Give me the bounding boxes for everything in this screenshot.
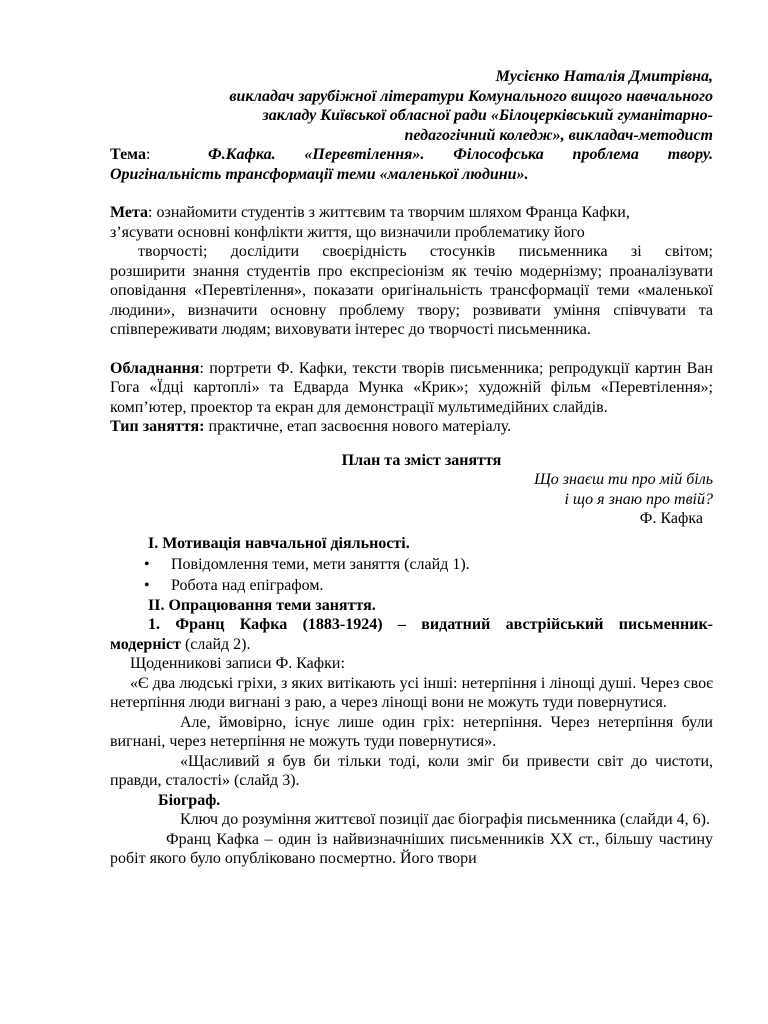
item-1-slide: (слайд 2). [180, 635, 251, 653]
bullet-icon: • [144, 555, 150, 573]
quote-1: «Є два людські гріхи, з яких витікають усі інші: нетерпіння і лінощі душі. Через своє нетерпіння люди вигнані з раю, а через лінощі вони не можуть туди повернутися. [110, 674, 713, 711]
list-item [110, 554, 713, 575]
section-2-title: ІІ. Опрацювання теми заняття. [148, 596, 376, 614]
list-item [110, 575, 713, 596]
goal-label: Мета [110, 204, 149, 221]
list-item-text: Робота над епіграфом. [171, 576, 324, 594]
goal-line-2: з’ясувати основні конфлікти життя, що визначили проблематику його [110, 223, 585, 241]
equipment-block [110, 359, 713, 418]
author-position-line: педагогічний коледж», викладач-методист [404, 126, 713, 144]
author-position-line: закладу Київської обласної ради «Білоцерківський гуманітарно- [262, 107, 713, 124]
lesson-type-block [110, 417, 713, 437]
topic-block: Тема: Ф.Кафка. «Перевтілення». Філософська проблема твору. Оригінальність трансформації теми «маленької людини». [110, 146, 713, 183]
topic-label: Тема [110, 146, 146, 163]
item-1-heading-end: модерніст [110, 635, 181, 653]
goal-block [110, 203, 713, 340]
section-study [110, 596, 713, 869]
bio-paragraph-1: Ключ до розуміння життєвої позиції дає біографія письменника (слайди 4, 6). [180, 811, 710, 828]
diary-intro: Щоденникові записи Ф. Кафки: [130, 655, 345, 672]
lesson-type-label: Тип заняття: [110, 418, 205, 435]
list-item-text: Повідомлення теми, мети заняття (слайд 1). [171, 555, 470, 573]
equipment-label: Обладнання [110, 359, 200, 377]
equipment-text: : портрети Ф. Кафки, тексти творів письменника; репродукції картин Ван Гога «Їдці картоплі» та Едварда Мунка «Крик»; художній фільм «Перевтілення»; комп’ютер, проектор та екран для демонстрації мультимедійних слайдів. [110, 359, 713, 416]
plan-title: План та зміст заняття [341, 451, 502, 469]
epigraph-line-2: і що я знаю про твій? [564, 490, 713, 508]
author-name: Мусієнко Наталія Дмитрівна, [495, 68, 713, 85]
author-block [110, 67, 713, 145]
epigraph-line-1: Що знаєш ти про мій біль [534, 471, 713, 488]
author-position-line: викладач зарубіжної літератури Комунального вищого навчального [229, 87, 713, 105]
lesson-type-text: практичне, етап засвоєння нового матеріалу. [204, 418, 512, 435]
bio-paragraph-2: Франц Кафка – один із найвизначніших письменників XX ст., більшу частину робіт якого було опубліковано посмертно. Його твори [110, 830, 713, 867]
section-motivation [110, 533, 713, 596]
epigraph [110, 470, 713, 509]
topic-line-1: Ф.Кафка. «Перевтілення». Філософська проблема твору. [208, 146, 713, 163]
goal-line-1: : ознайомити студентів з життєвим та творчим шляхом Франца Кафки, [148, 204, 630, 221]
epigraph-author: Ф. Кафка [639, 510, 703, 527]
document-page [110, 67, 713, 869]
biograph-title: Біограф. [158, 791, 221, 809]
quote-2: Але, ймовірно, існує лише один гріх: нетерпіння. Через нетерпіння були вигнані, через нетерпіння не можуть туди повернутися». [110, 713, 713, 750]
topic-line-2: Оригінальність трансформації теми «маленької людини». [110, 165, 529, 183]
item-1-heading: 1. Франц Кафка (1883-1924) – видатний австрійський письменник- [148, 616, 713, 633]
quote-3: «Щасливий я був би тільки тоді, коли зміг би привести світ до чистоти, правди, сталості» (слайд 3). [110, 752, 713, 789]
section-1-title: І. Мотивація навчальної діяльності. [148, 534, 410, 552]
bullet-icon: • [144, 576, 150, 594]
goal-text: розширити знання студентів про експресіонізм як течію модернізму; проаналізувати оповідання «Перевтілення», показати оригінальність трансформації теми «маленької людини», визначити основну проблему твору; розвивати уміння співчувати та співпереживати людям; виховувати інтерес до творчості письменника. [110, 262, 713, 338]
goal-line-3: творчості; дослідити своєрідність стосунків письменника зі світом; [138, 243, 713, 260]
